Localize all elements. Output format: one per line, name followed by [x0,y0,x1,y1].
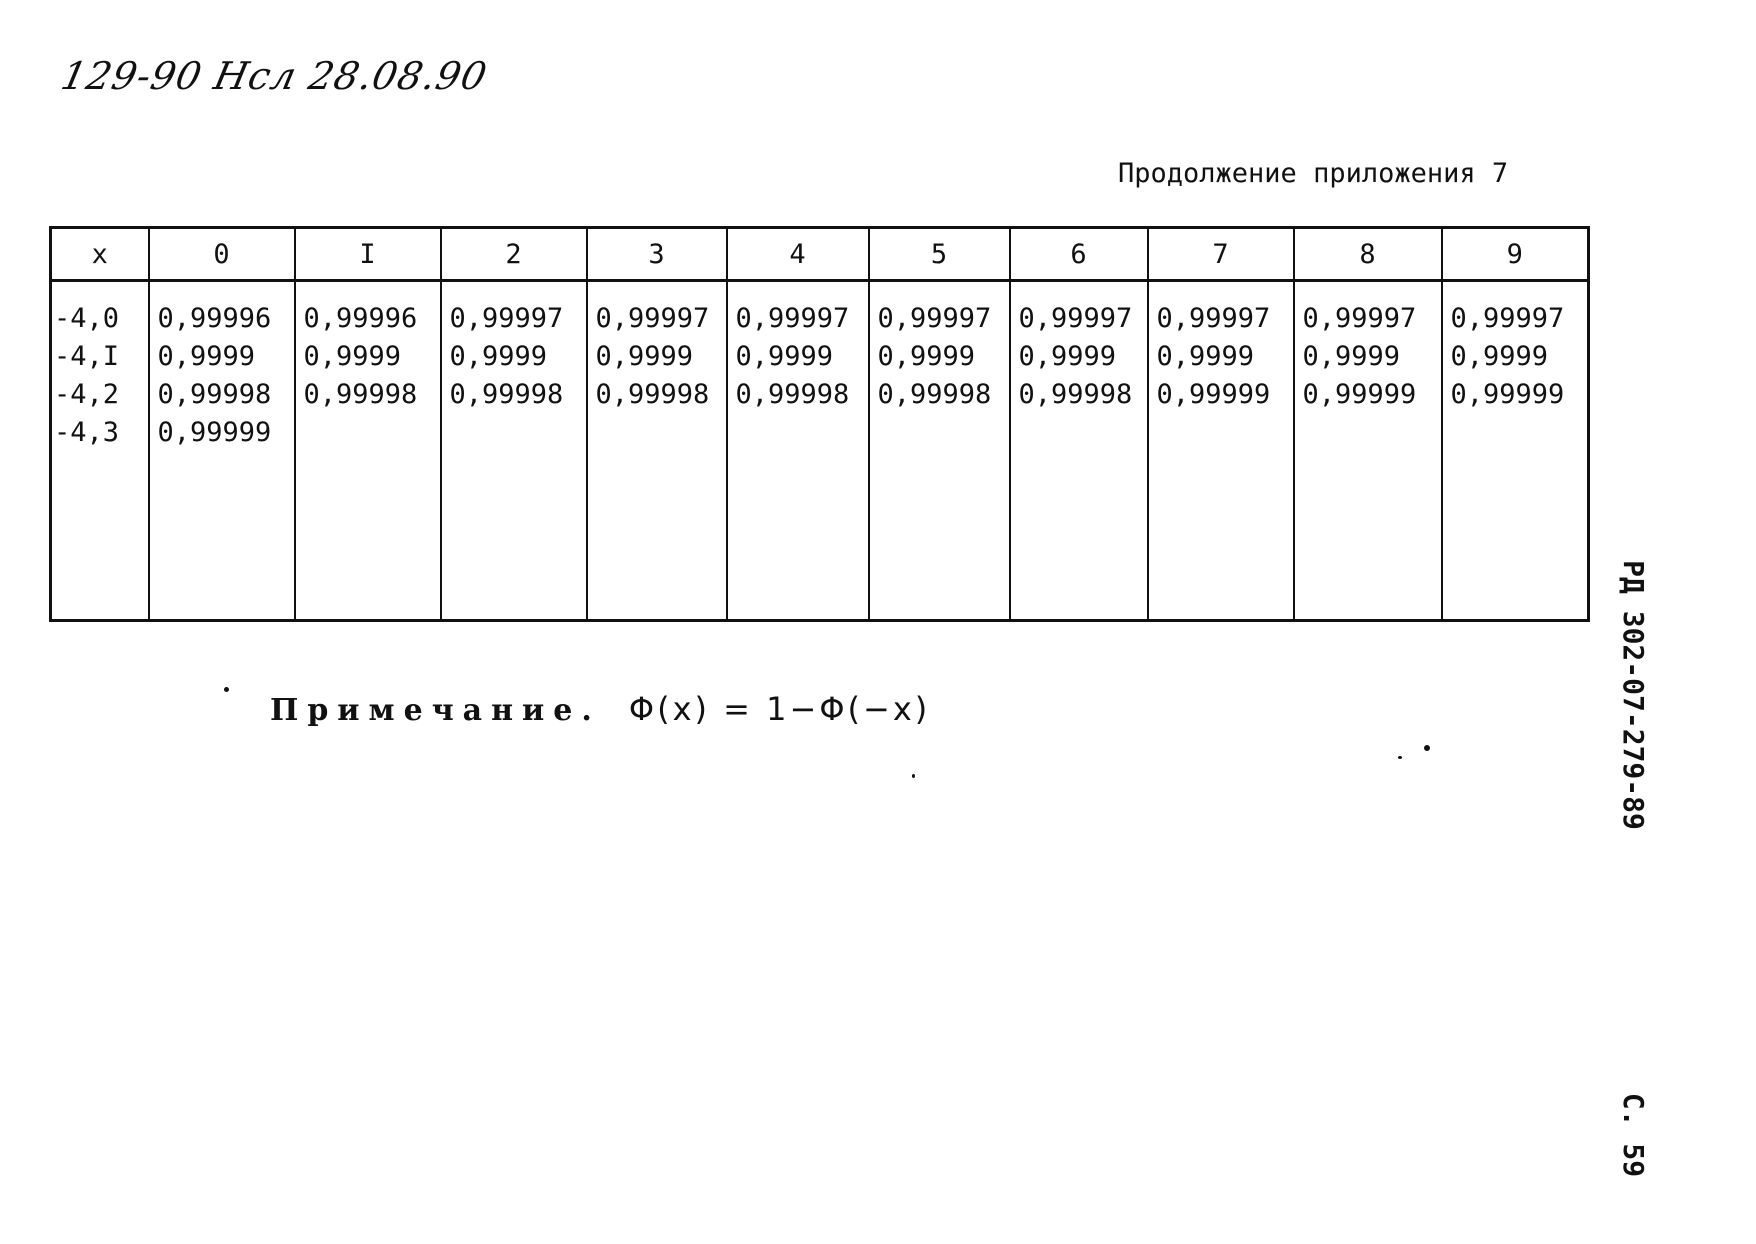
table-cell: 0,99997 [595,303,710,334]
table-cell: 0,99997 [735,303,850,334]
scan-speck [1424,745,1430,751]
table-cell: 0,99999 [1302,379,1417,410]
table-cell: 0,99998 [877,379,992,410]
table-cell: 0,99996 [303,303,418,334]
header-cell: 6 [1010,228,1148,281]
header-cell: I [295,228,441,281]
value-column-9 [1442,281,1589,621]
table-cell: 0,99996 [157,303,272,334]
header-cell-x: x [51,228,149,281]
table-cell: 0,99998 [1018,379,1133,410]
table-cell: 0,9999 [303,341,402,372]
table-cell: 0,9999 [735,341,834,372]
table-cell: 0,99999 [157,417,272,448]
table-cell: 0,99997 [1156,303,1271,334]
x-value: -4,0 [54,303,120,334]
table-cell: 0,9999 [449,341,548,372]
value-column-3 [587,281,727,621]
x-value: -4,I [54,341,120,372]
scan-speck [1398,756,1402,759]
header-cell: 2 [441,228,587,281]
note-label: Примечание. [270,693,601,728]
table-cell: 0,99999 [1450,379,1565,410]
header-cell: 5 [869,228,1010,281]
table-cell: 0,99998 [449,379,564,410]
document-code: РД 302-07-279-89 [1617,560,1650,830]
table-cell: 0,99998 [595,379,710,410]
table-cell: 0,99998 [157,379,272,410]
table-cell: 0,99997 [1450,303,1565,334]
table-cell: 0,99997 [1018,303,1133,334]
value-column-5 [869,281,1010,621]
header-cell: 4 [727,228,869,281]
header-cell: 0 [149,228,295,281]
continuation-title: Продолжение приложения 7 [1118,158,1509,189]
note-formula: Φ(x) = 1−Φ(−x) [628,690,931,728]
x-value-column [51,281,149,621]
header-cell: 3 [587,228,727,281]
value-column-1 [295,281,441,621]
handwritten-note: 129-90 Нсл 28.08.90 [57,54,492,98]
table-cell: 0,9999 [1302,341,1401,372]
x-value: -4,3 [54,417,120,448]
value-column-0 [149,281,295,621]
header-cell: 8 [1294,228,1442,281]
table-header-row [51,228,1589,281]
value-column-7 [1148,281,1294,621]
table-cell: 0,9999 [877,341,976,372]
table-cell: 0,99999 [1156,379,1271,410]
scan-speck [912,774,915,778]
value-column-8 [1294,281,1442,621]
table-cell: 0,9999 [1018,341,1117,372]
scan-speck [224,687,229,692]
note [270,690,930,728]
header-cell: 9 [1442,228,1589,281]
value-column-2 [441,281,587,621]
table-cell: 0,9999 [157,341,256,372]
header-cell: 7 [1148,228,1294,281]
value-column-4 [727,281,869,621]
table-cell: 0,99998 [735,379,850,410]
table-cell: 0,99997 [449,303,564,334]
table-cell: 0,99997 [1302,303,1417,334]
table-cell: 0,99997 [877,303,992,334]
table-cell: 0,9999 [595,341,694,372]
table-body-row [51,281,1589,621]
values-table [49,226,1590,622]
value-column-6 [1010,281,1148,621]
x-value: -4,2 [54,379,120,410]
table-cell: 0,99998 [303,379,418,410]
page-label: С. 59 [1617,1092,1650,1178]
table-cell: 0,9999 [1450,341,1549,372]
table-cell: 0,9999 [1156,341,1255,372]
